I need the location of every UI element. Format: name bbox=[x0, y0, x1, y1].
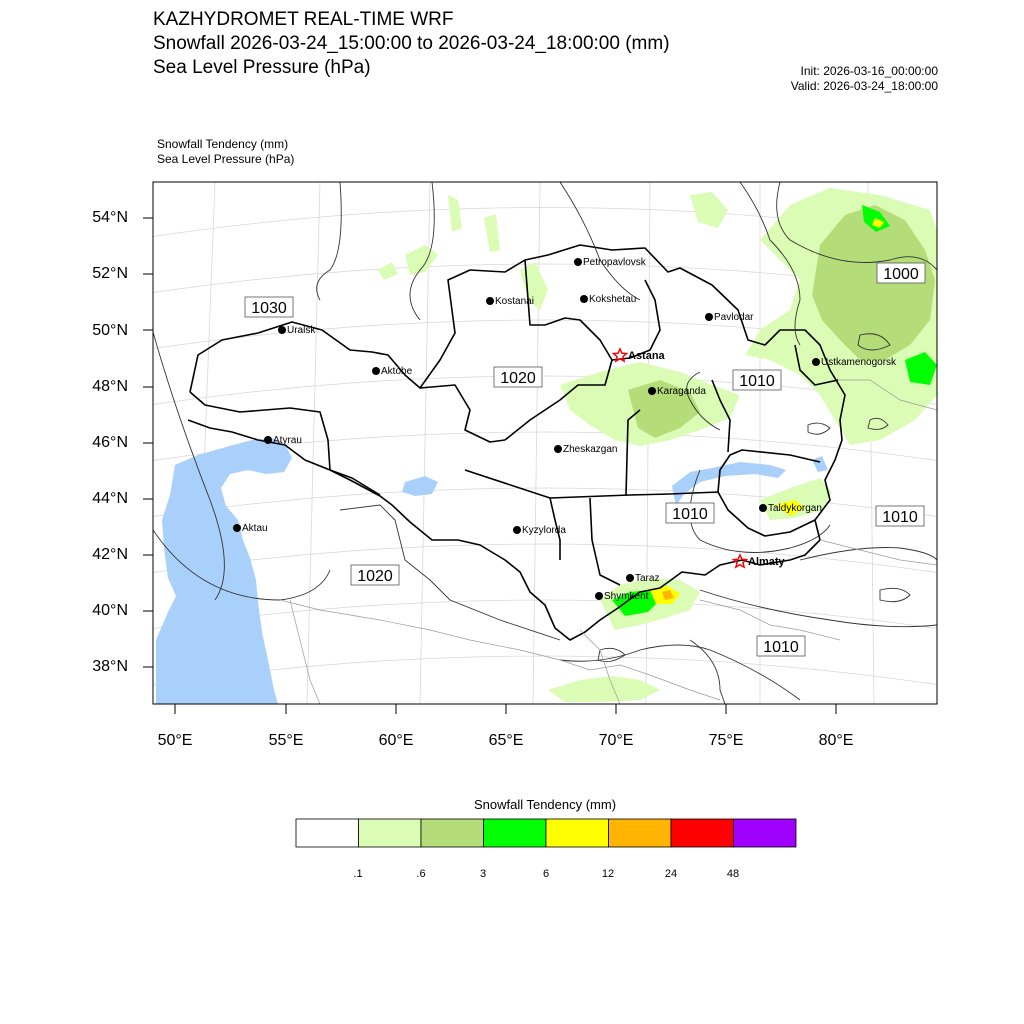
city-dot-taraz bbox=[626, 574, 634, 582]
pressure-subtitle: Sea Level Pressure (hPa) bbox=[153, 57, 371, 78]
lat-label-48: 48°N bbox=[92, 378, 128, 395]
city-label-kokshetau: Kokshetau bbox=[589, 294, 637, 305]
lat-label-38: 38°N bbox=[92, 658, 128, 675]
city-label-taldykorgan: Taldykorgan bbox=[768, 503, 822, 514]
city-label-uralsk: Uralsk bbox=[287, 325, 316, 336]
field-label-snowfall: Snowfall Tendency (mm) bbox=[157, 137, 289, 151]
city-dot-zheskazgan bbox=[554, 445, 562, 453]
colorbar-box-3 bbox=[484, 819, 547, 847]
city-label-astana: Astana bbox=[628, 350, 665, 362]
valid-time: Valid: 2026-03-24_18:00:00 bbox=[790, 79, 938, 93]
colorbar-label-1: .6 bbox=[416, 868, 426, 880]
colorbar-label-5: 24 bbox=[664, 868, 678, 880]
snow-north-light-2 bbox=[405, 245, 438, 275]
isobar-label-1000: 1000 bbox=[883, 266, 919, 283]
colorbar-box-0 bbox=[296, 819, 359, 847]
city-label-petropavlovsk: Petropavlovsk bbox=[583, 257, 646, 268]
city-dot-aktobe bbox=[372, 367, 380, 375]
isobar-label-1010-south: 1010 bbox=[763, 639, 799, 656]
city-label-karaganda: Karaganda bbox=[657, 386, 706, 397]
colorbar-label-2: 3 bbox=[479, 868, 487, 880]
city-label-atyrau: Atyrau bbox=[273, 435, 302, 446]
city-dot-petropavlovsk bbox=[574, 258, 582, 266]
colorbar-box-7 bbox=[734, 819, 797, 847]
city-dot-atyrau bbox=[264, 436, 272, 444]
lat-label-46: 46°N bbox=[92, 434, 128, 451]
city-label-pavlodar: Pavlodar bbox=[714, 312, 754, 323]
lon-label-55: 55°E bbox=[268, 732, 304, 749]
city-label-taraz: Taraz bbox=[635, 573, 660, 584]
lat-label-40: 40°N bbox=[92, 602, 128, 619]
map-title: KAZHYDROMET REAL-TIME WRF bbox=[153, 9, 454, 30]
lat-label-44: 44°N bbox=[92, 490, 128, 507]
city-dot-karaganda bbox=[648, 387, 656, 395]
city-dot-aktau bbox=[233, 524, 241, 532]
aral-sea bbox=[402, 476, 438, 496]
lon-label-60: 60°E bbox=[378, 732, 414, 749]
city-dot-uralsk bbox=[278, 326, 286, 334]
lon-label-70: 70°E bbox=[598, 732, 634, 749]
isobar-label-1020-north: 1020 bbox=[500, 370, 536, 387]
city-dot-taldykorgan bbox=[759, 504, 767, 512]
city-label-almaty: Almaty bbox=[748, 556, 785, 568]
colorbar-box-6 bbox=[671, 819, 734, 847]
colorbar bbox=[296, 819, 796, 847]
lake-small-east bbox=[812, 456, 828, 472]
city-label-aktobe: Aktobe bbox=[381, 366, 413, 377]
city-label-kyzylorda: Kyzylorda bbox=[522, 525, 566, 536]
colorbar-box-1 bbox=[359, 819, 422, 847]
snowfall-subtitle: Snowfall 2026-03-24_15:00:00 to 2026-03-24_18:00:00 (mm) bbox=[153, 33, 670, 54]
isobar-label-1010-east: 1010 bbox=[882, 509, 918, 526]
lon-label-65: 65°E bbox=[488, 732, 524, 749]
city-label-aktau: Aktau bbox=[242, 523, 268, 534]
colorbar-label-4: 12 bbox=[601, 868, 615, 880]
init-time: Init: 2026-03-16_00:00:00 bbox=[800, 64, 938, 78]
isobar-label-1020-south: 1020 bbox=[357, 568, 393, 585]
field-label-pressure: Sea Level Pressure (hPa) bbox=[157, 152, 295, 166]
snow-north-light-4 bbox=[484, 214, 500, 252]
snow-north-light-3 bbox=[448, 195, 462, 232]
isobar-label-1010-karaganda: 1010 bbox=[739, 373, 775, 390]
lon-label-75: 75°E bbox=[708, 732, 744, 749]
lat-label-42: 42°N bbox=[92, 546, 128, 563]
colorbar-box-2 bbox=[421, 819, 484, 847]
colorbar-box-5 bbox=[609, 819, 672, 847]
city-label-zheskazgan: Zheskazgan bbox=[563, 444, 618, 455]
city-label-shymkent: Shymkent bbox=[604, 591, 649, 602]
snow-north-light-1 bbox=[378, 262, 398, 280]
city-dot-kostanai bbox=[486, 297, 494, 305]
city-label-kostanai: Kostanai bbox=[495, 296, 534, 307]
city-dot-kokshetau bbox=[580, 295, 588, 303]
colorbar-box-4 bbox=[546, 819, 609, 847]
colorbar-label-6: 48 bbox=[726, 868, 740, 880]
city-dot-pavlodar bbox=[705, 313, 713, 321]
city-dot-kyzylorda bbox=[513, 526, 521, 534]
snow-north-light-6 bbox=[690, 192, 728, 228]
lon-label-80: 80°E bbox=[818, 732, 854, 749]
lat-label-50: 50°N bbox=[92, 322, 128, 339]
city-dot-ustkamenogorsk bbox=[812, 358, 820, 366]
isobar-label-1030: 1030 bbox=[251, 300, 287, 317]
lat-label-54: 54°N bbox=[92, 209, 128, 226]
city-dot-shymkent bbox=[595, 592, 603, 600]
colorbar-title: Snowfall Tendency (mm) bbox=[473, 797, 617, 812]
isobar-label-1010-balkhash: 1010 bbox=[672, 506, 708, 523]
snow-southwest-light bbox=[548, 676, 660, 702]
colorbar-label-0: .1 bbox=[353, 868, 363, 880]
colorbar-label-3: 6 bbox=[542, 868, 550, 880]
city-label-ustkamenogorsk: Ustkamenogorsk bbox=[821, 357, 897, 368]
lat-label-52: 52°N bbox=[92, 265, 128, 282]
lon-label-50: 50°E bbox=[157, 732, 193, 749]
